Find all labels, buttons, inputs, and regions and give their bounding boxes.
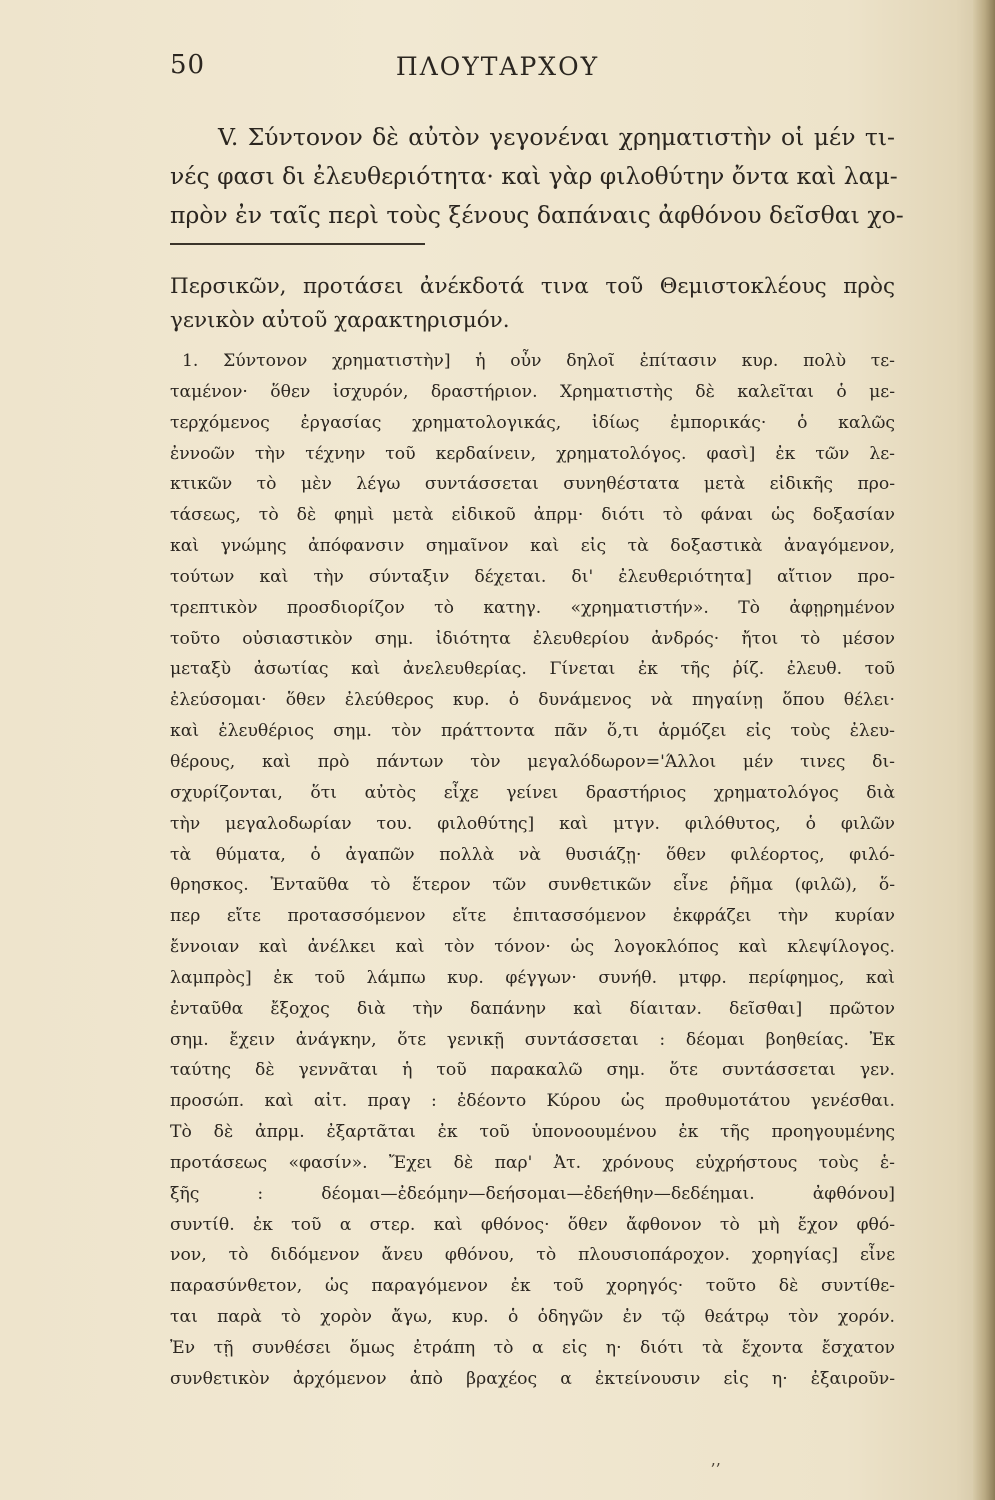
footnote-line: ται παρὰ τὸ χορὸν ἄγω, κυρ. ὁ ὁδηγῶν ἐν τῷ θεάτρῳ τὸν χορόν.	[170, 1307, 895, 1328]
main-text-line: V. Σύντονον δὲ αὐτὸν γεγονέναι χρηματιστὴν οἱ μέν τι-	[218, 123, 895, 151]
footnote-intro	[170, 270, 895, 338]
footnote-line: τερχόμενος ἐργασίας χρηματολογικάς, ἰδίως ἐμπορικάς· ὁ καλῶς	[170, 412, 895, 433]
footnote-line: συνθετικὸν ἀρχόμενον ἀπὸ βραχέος α ἐκτείνουσιν εἰς η· ἐξαιροῦν-	[170, 1368, 895, 1389]
footnote-line: ξῆς : δέομαι—ἐδεόμην—δεήσομαι—ἐδεήθην—δεδέημαι. ἀφθόνου]	[170, 1183, 895, 1204]
footnote-line: τρεπτικὸν προσδιορίζον τὸ κατηγ. «χρηματιστήν». Τὸ ἀφῃρημένον	[170, 597, 895, 618]
bottom-mark: ʼʼ	[710, 1460, 721, 1479]
footnote-commentary	[170, 346, 895, 1395]
footnote-line: λαμπρὸς] ἐκ τοῦ λάμπω κυρ. φέγγων· συνήθ. μτφρ. περίφημος, καὶ	[170, 967, 895, 988]
footnote-line: τάσεως, τὸ δὲ φημὶ μετὰ εἰδικοῦ ἀπρμ· διότι τὸ φάναι ὡς δοξασίαν	[170, 505, 895, 526]
footnote-line: νον, τὸ διδόμενον ἄνευ φθόνου, τὸ πλουσιοπάροχον. χορηγίας] εἶνε	[170, 1245, 895, 1266]
footnote-line: τούτων καὶ τὴν σύνταξιν δέχεται. δι' ἐλευθεριότητα] αἴτιον προ-	[170, 566, 895, 587]
footnote-intro-line: Περσικῶν, προτάσει ἀνέκδοτά τινα τοῦ Θεμιστοκλέους πρὸς	[170, 274, 895, 299]
footnote-line: προτάσεως «φασίν». Ἔχει δὲ παρ' Ἀτ. χρόνους εὐχρήστους τοὺς ἑ-	[170, 1152, 895, 1173]
footnote-line: τοῦτο οὐσιαστικὸν σημ. ἰδιότητα ἐλευθερίου ἀνδρός· ἤτοι τὸ μέσον	[170, 628, 895, 649]
footnote-line: τὰ θύματα, ὁ ἀγαπῶν πολλὰ νὰ θυσιάζῃ· ὅθεν φιλέορτος, φιλό-	[170, 844, 895, 865]
footnote-line: προσώπ. καὶ αἰτ. πραγ : ἐδέοντο Κύρου ὡς προθυμοτάτου γενέσθαι.	[170, 1091, 895, 1112]
main-text-block	[170, 118, 904, 235]
page-number: 50	[170, 50, 206, 80]
footnote-line: θρησκος. Ἐνταῦθα τὸ ἕτερον τῶν συνθετικῶν εἶνε ῥῆμα (φιλῶ), ὅ-	[170, 875, 895, 896]
footnote-line: ἐλεύσομαι· ὅθεν ἐλεύθερος κυρ. ὁ δυνάμενος νὰ πηγαίνῃ ὅπου θέλει·	[170, 690, 895, 711]
footnote-line: ἔννοιαν καὶ ἀνέλκει καὶ τὸν τόνον· ὡς λογοκλόπος καὶ κλεψίλογος.	[170, 937, 895, 958]
footnote-line: ταύτης δὲ γεννᾶται ἡ τοῦ παρακαλῶ σημ. ὅτε συντάσσεται γεν.	[170, 1060, 895, 1081]
footnote-line: σχυρίζονται, ὅτι αὐτὸς εἶχε γείνει δραστήριος χρηματολόγος διὰ	[170, 782, 895, 803]
main-text-line: νές φασι δι ἐλευθεριότητα· καὶ γὰρ φιλοθύτην ὄντα καὶ λαμ-	[170, 162, 898, 190]
footnote-line: κτικῶν τὸ μὲν λέγω συντάσσεται συνηθέστατα μετὰ εἰδικῆς προ-	[170, 474, 895, 495]
footnote-line: σημ. ἔχειν ἀνάγκην, ὅτε γενικῇ συντάσσεται : δέομαι βοηθείας. Ἐκ	[170, 1029, 895, 1050]
footnote-line: 1. Σύντονον χρηματιστὴν] ἡ οὖν δηλοῖ ἐπίτασιν κυρ. πολὺ τε-	[182, 351, 895, 371]
footnote-line: Τὸ δὲ ἀπρμ. ἐξαρτᾶται ἐκ τοῦ ὑπονοουμένου ἐκ τῆς προηγουμένης	[170, 1122, 895, 1143]
main-text-line: πρὸν ἐν ταῖς περὶ τοὺς ξένους δαπάναις ἀφθόνου δεῖσθαι χο-	[170, 201, 904, 229]
running-title: ΠΛΟΥΤΑΡΧΟΥ	[395, 52, 600, 81]
footnote-line: ταμένον· ὅθεν ἰσχυρόν, δραστήριον. Χρηματιστὴς δὲ καλεῖται ὁ με-	[170, 381, 895, 402]
footnote-separator-rule	[170, 243, 425, 245]
page-spine-shadow	[973, 0, 995, 1500]
footnote-line: Ἐν τῇ συνθέσει ὅμως ἐτράπη τὸ α εἰς η· διότι τὰ ἔχοντα ἔσχατον	[170, 1338, 895, 1358]
footnote-line: τὴν μεγαλοδωρίαν του. φιλοθύτης] καὶ μτγν. φιλόθυτος, ὁ φιλῶν	[170, 813, 895, 834]
footnote-line: ἐννοῶν τὴν τέχνην τοῦ κερδαίνειν, χρηματολόγος. φασὶ] ἐκ τῶν λε-	[170, 443, 895, 464]
footnote-line: θέρους, καὶ πρὸ πάντων τὸν μεγαλόδωρον='Άλλοι μέν τινες δι-	[170, 751, 895, 772]
footnote-line: καὶ ἐλευθέριος σημ. τὸν πράττοντα πᾶν ὅ,τι ἁρμόζει εἰς τοὺς ἐλευ-	[170, 721, 895, 742]
footnote-line: συντίθ. ἐκ τοῦ α στερ. καὶ φθόνος· ὅθεν ἄφθονον τὸ μὴ ἔχον φθό-	[170, 1214, 895, 1235]
footnote-line: παρασύνθετον, ὡς παραγόμενον ἐκ τοῦ χορηγός· τοῦτο δὲ συντίθε-	[170, 1276, 895, 1297]
footnote-line: μεταξὺ ἀσωτίας καὶ ἀνελευθερίας. Γίνεται ἐκ τῆς ῥίζ. ἐλευθ. τοῦ	[170, 659, 895, 680]
footnote-line: καὶ γνώμης ἀπόφανσιν σημαῖνον καὶ εἰς τὰ δοξαστικὰ ἀναγόμενον,	[170, 536, 895, 557]
footnote-intro-line: γενικὸν αὐτοῦ χαρακτηρισμόν.	[170, 308, 510, 333]
footnote-line: ἐνταῦθα ἔξοχος διὰ τὴν δαπάνην καὶ δίαιταν. δεῖσθαι] πρῶτον	[170, 998, 895, 1019]
footnote-line: περ εἴτε προτασσόμενον εἴτε ἐπιτασσόμενον ἐκφράζει τὴν κυρίαν	[170, 906, 895, 927]
